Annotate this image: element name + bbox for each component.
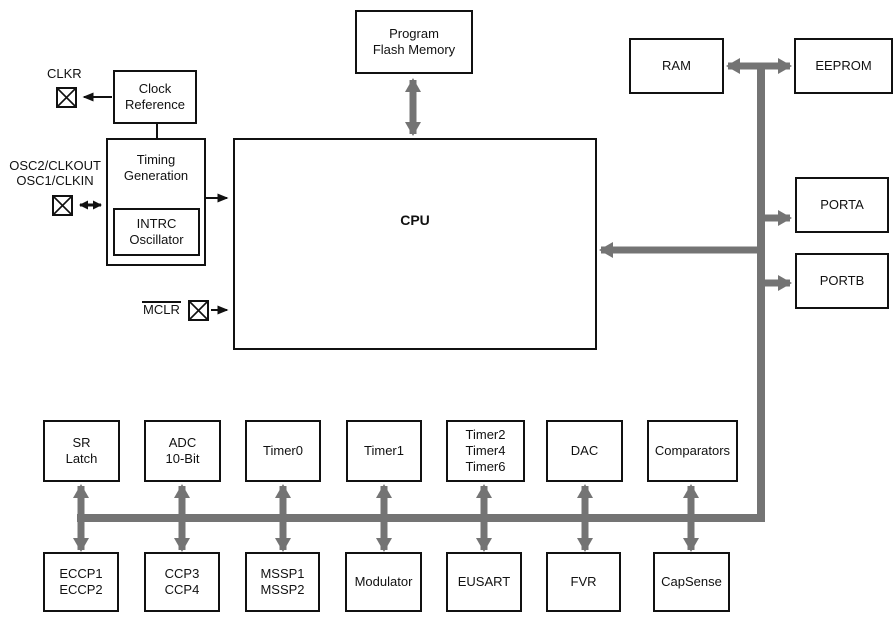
block-clock-reference <box>113 70 197 124</box>
block-label: Reference <box>125 97 185 112</box>
osc1-clkin-label: OSC1/CLKIN <box>16 173 94 188</box>
block-dac <box>546 420 623 482</box>
block-portb <box>795 253 889 309</box>
block-eeprom <box>794 38 893 94</box>
block-label: RAM <box>662 58 691 73</box>
block-label: ECCP1 <box>59 566 103 581</box>
block-label: PORTB <box>819 273 865 288</box>
block-porta <box>795 177 889 233</box>
block-eccp1-eccp2 <box>43 552 119 612</box>
mclr-pin-label <box>142 301 181 317</box>
block-label: Timer1 <box>364 443 404 458</box>
block-label: SR <box>72 435 91 450</box>
block-label: CapSense <box>661 574 722 589</box>
block-mssp1-mssp2 <box>245 552 320 612</box>
block-label: Timer6 <box>465 459 506 474</box>
block-intrc-oscillator <box>113 208 200 256</box>
block-modulator <box>345 552 422 612</box>
block-label: Modulator <box>354 574 413 589</box>
block-label: Timing <box>136 152 176 167</box>
block-label: INTRC <box>136 216 177 231</box>
block-label: CCP3 <box>164 566 200 581</box>
block-label: MSSP1 <box>260 566 305 581</box>
block-label: Timer4 <box>465 443 506 458</box>
block-timing-generation <box>106 138 206 266</box>
block-label: ADC <box>168 435 197 450</box>
block-label: Program <box>389 26 439 41</box>
block-program-flash-memory <box>355 10 473 74</box>
osc-pin-labels <box>0 158 110 188</box>
block-cpu <box>233 138 597 350</box>
block-label: EUSART <box>457 574 511 589</box>
block-label: Comparators <box>654 443 731 458</box>
block-label: EEPROM <box>815 58 872 73</box>
block-adc-10bit <box>144 420 221 482</box>
block-label: 10-Bit <box>165 451 200 466</box>
block-sr-latch <box>43 420 120 482</box>
block-label: Clock <box>138 81 172 96</box>
oscillator-pin-icon <box>52 195 73 216</box>
clkr-pin-icon <box>56 87 77 108</box>
block-label: Oscillator <box>129 232 184 247</box>
block-comparators <box>647 420 738 482</box>
block-label: PORTA <box>820 197 864 212</box>
mclr-pin-icon <box>188 300 209 321</box>
mclr-label-text: MCLR <box>143 302 180 317</box>
block-timer1 <box>346 420 422 482</box>
block-label: Timer0 <box>263 443 303 458</box>
block-label: ECCP2 <box>59 582 103 597</box>
block-timer0 <box>245 420 321 482</box>
block-label: DAC <box>570 443 599 458</box>
block-label: Flash Memory <box>372 42 456 57</box>
block-label: Timer2 <box>465 427 506 442</box>
block-timer2-4-6 <box>446 420 525 482</box>
block-ram <box>629 38 724 94</box>
clkr-pin-label: CLKR <box>47 66 82 81</box>
cpu-label: CPU <box>400 212 430 228</box>
block-label: Generation <box>123 168 189 183</box>
block-capsense <box>653 552 730 612</box>
block-ccp3-ccp4 <box>144 552 220 612</box>
block-label: FVR <box>570 574 597 589</box>
block-label: MSSP2 <box>260 582 305 597</box>
block-fvr <box>546 552 621 612</box>
osc2-clkout-label: OSC2/CLKOUT <box>9 158 101 173</box>
block-label: CCP4 <box>164 582 200 597</box>
block-label: Latch <box>65 451 98 466</box>
block-eusart <box>446 552 522 612</box>
